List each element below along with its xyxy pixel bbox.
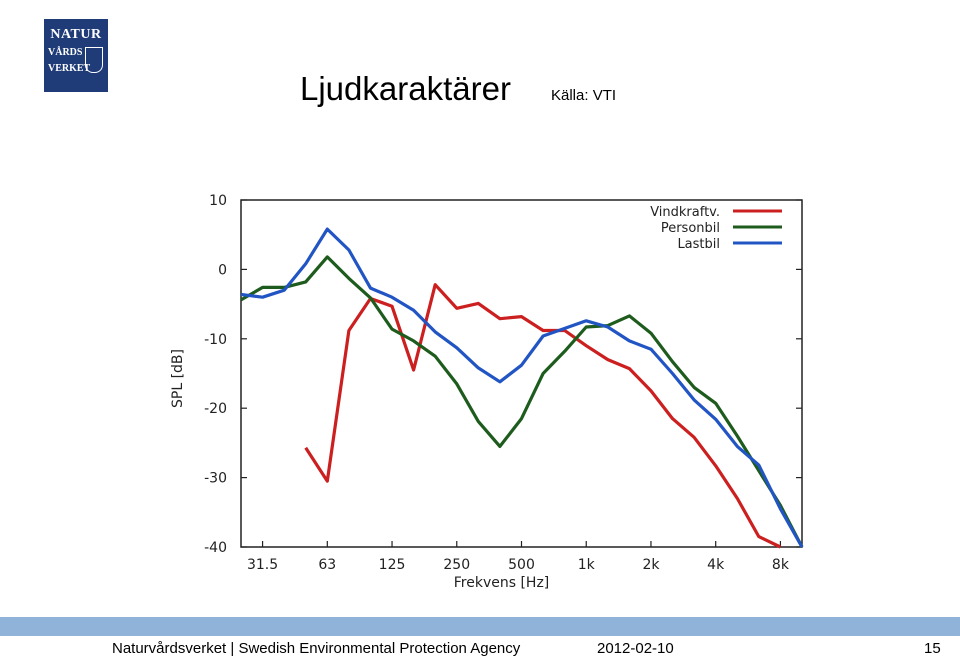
x-tick-label: 2k xyxy=(642,557,660,573)
legend-label: Vindkraftv. xyxy=(650,205,720,220)
x-tick-label: 125 xyxy=(378,557,406,573)
chart-axes xyxy=(170,193,802,590)
legend-label: Lastbil xyxy=(677,237,720,252)
x-tick-label: 4k xyxy=(707,557,725,573)
logo-line-2: VÅRDS xyxy=(48,47,83,58)
x-tick-label: 1k xyxy=(577,557,595,573)
y-axis-label: SPL [dB] xyxy=(170,349,186,408)
x-tick-label: 8k xyxy=(771,557,789,573)
spl-chart xyxy=(160,185,810,590)
y-tick-label: -20 xyxy=(204,401,227,418)
chart-lines xyxy=(241,229,802,547)
x-tick-label: 31.5 xyxy=(246,557,279,573)
footer-bar xyxy=(0,617,960,636)
y-tick-label: 10 xyxy=(209,193,227,209)
logo-line-3: VERKET xyxy=(48,63,91,74)
crest-icon xyxy=(85,47,103,73)
x-tick-label: 63 xyxy=(318,557,337,573)
series-line-personbil xyxy=(241,257,802,547)
series-line-lastbil xyxy=(241,229,802,547)
series-line-vindkraftv xyxy=(306,285,781,547)
slide-title: Ljudkaraktärer xyxy=(300,70,511,107)
y-tick-label: -40 xyxy=(204,540,227,556)
x-axis-label: Frekvens [Hz] xyxy=(453,575,550,590)
legend-label: Personbil xyxy=(660,221,720,236)
x-tick-label: 500 xyxy=(508,557,535,573)
footer-organization: Naturvårdsverket | Swedish Environmental Protection Agency xyxy=(112,640,521,657)
source-label: Källa: VTI xyxy=(551,87,617,104)
logo-line-1: NATUR xyxy=(50,27,102,42)
plot-frame xyxy=(241,200,802,547)
chart-legend xyxy=(650,205,782,252)
y-tick-label: -30 xyxy=(204,470,227,487)
page-number: 15 xyxy=(924,640,941,657)
y-tick-label: -10 xyxy=(204,331,227,348)
footer-date: 2012-02-10 xyxy=(597,640,674,657)
x-tick-label: 250 xyxy=(443,557,471,573)
y-tick-label: 0 xyxy=(218,262,227,279)
naturvardsverket-logo xyxy=(44,19,108,92)
